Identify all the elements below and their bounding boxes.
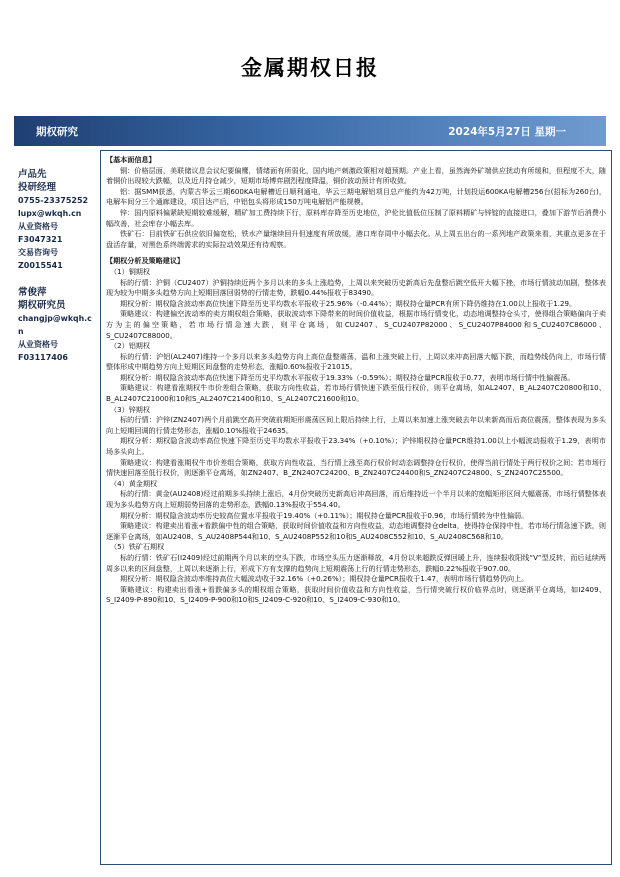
license-number: F3047321 [18,235,63,244]
section-paragraph: 期权分析：期权隐含波动率高位快速下降至历史平均数水平报收于25.96%（-0.44%）；期权持仓量PCR有所下降仍维持在1.00以上报收于1.29。 [120,298,577,308]
section-paragraph: 标的行情：沪锌(ZN2407)两个月前跳空高开突破前期矩形震荡区间上限后持续上行，上周以来加速上涨突破去年以来新高而后高位震荡，整体表现为多头向上短期回调的行情走势形态，涨幅0.10%报收于24635。 [106,415,606,435]
strategy-heading: 【期权分析及策略建议】 [106,256,185,266]
section-label-gold: （4）黄金期权 [110,478,158,488]
section-paragraph: 标的行情：沪铝(AL2407)维持一个多月以来多头趋势方向上高位盘整震荡，温和上涨突破上行，上周以来冲高回落大幅下跌，而趋势线仍向上，市场行情整体形成中期趋势方向上短期区间盘整的走势形态，涨幅0.60%报收于21015。 [106,351,606,372]
license-label: 从业资格号 [18,222,58,231]
basic-info-paragraph: 锌：国内原料偏紧缺短期较难缓解，精矿加工费持续下行，原料库存降至历史地位，沪伦比值低位压制了原料精矿与锌锭的直接进口，叠加下游节后消费小幅改善，社会库存小幅去库。 [106,207,606,228]
analyst-title: 期权研究员 [18,300,66,311]
basic-info-paragraph: 铝：据SMM获悉，内蒙古华云三期600KA电解槽近日顺利通电，华云三期电解铝项目总产能约为42万吨，计划投运600KA电解槽256台(招标为260台)，电解车间分三个通廊建设，项目达产后，中铝包头将形成150万吨电解铝产能规模。 [106,186,606,207]
basic-info-paragraph: 铁矿石：目前铁矿石供应依旧偏宽松，铁水产量继续回升但速度有所放缓，港口库存周中小幅去化。从上周五出台的一系列地产政策来看，其重点更多在于盘活存量，对黑色系终端需求的实际拉动效果还有待观察。 [106,229,606,249]
section-label-copper: （1）铜期权 [110,266,150,276]
report-body [100,150,612,865]
report-title: 金属期权日报 [241,55,379,80]
section-paragraph: 策略建议：构建看涨期权牛市价差组合策略，获取方向性收益，当行情上涨至高行权价时动态调整持仓行权价，使得当前行情处于两行权价之间；若市场行情快速回落至低行权价，则逐渐平仓离场，如ZN2407、B_ZN2407C24200、B_ZN2407C24400和S_ZN2407C24800、S_ZN2407C25500。 [106,457,606,478]
section-label-aluminum: （2）铝期权 [110,341,150,351]
analyst-email[interactable]: lupx@wkqh.cn [18,209,82,218]
analyst-title: 投研经理 [18,182,57,193]
analyst-email[interactable]: changjp@wkqh.cn [18,314,92,336]
section-paragraph: 期权分析：期权隐含波动率历史较高位置水平报收于19.40%（+0.11%）；期权持仓量PCR报收于0.96，市场行情转为中性偏弱。 [120,510,529,520]
section-paragraph: 策略建议：构建卖出看涨+看跌偏多头的期权组合策略，获取时间价值收益和方向性收益，当行情突破行权价临界点时，则逐渐平仓离场，如I2409、S_I2409-P-890和10、S_I2409-P-900和10和S_I2409-C-920和10、S_I2409-C-930和10。 [106,584,606,605]
basic-info-paragraph: 铜：价格层面，美联储议息会议纪要偏鹰，情绪面有所弱化，国内地产刺激政策相对超预期。产业上看，虽然海外矿端供应扰动有所缓和，但程度不大，随着铜价出现较大跌幅，以及近月持仓减少，短期市场博弈剧烈程度降温，铜价波动预计有所收敛。 [106,165,606,186]
header-banner [14,116,606,146]
report-category: 期权研究 [36,126,78,138]
section-paragraph: 策略建议：构建卖出看涨+看跌偏中性的组合策略，获取时间价值收益和方向性收益，动态地调整持仓delta，使得持仓保持中性，若市场行情急速下跌，则逐渐平仓离场，如AU2408、S_AU2408P544和10、S_AU2408P552和10和S_AU2408C552和10、S_AU2408C568和10。 [106,521,606,541]
analyst-phone: 0755-23375252 [18,196,89,205]
analyst-name: 常俊萍 [18,287,47,298]
license-label: 从业资格号 [18,340,58,349]
section-paragraph: 标的行情：沪铜（CU2407）沪铜持续近两个多月以来的多头上涨趋势，上周以来突破历史新高后先盘整后跳空低开大幅下挫，市场行情波动加剧，整体表现为较为中期多头趋势方向上短期回落回弱势的行情走势，跌幅0.44%报收于83490。 [106,277,606,298]
basic-info-heading: 【基本面信息】 [106,155,156,164]
exchange-label: 交易咨询号 [18,248,58,257]
section-paragraph: 策略建议：构建偏空波动率的卖方期权组合策略，获取波动率下降带来的时间价值收益，根据市场行情变化，动态地调整持仓头寸，使得组合策略偏向于卖方为主的偏空策略，若市场行情急速大跌，则平仓离场，如CU2407、S_CU2407P82000、S_CU2407P84000和S_CU2407C86000、S_CU2407C88000。 [106,309,606,340]
section-paragraph: 期权分析：期权隐含波动率高位快速下降至历史平均数水平报收于19.33%（-0.59%）；期权持仓量PCR报收于0.77，表明市场行情中性偏震荡。 [120,372,575,382]
license-number: F03117406 [18,353,68,362]
section-label-iron-ore: （5）铁矿石期权 [110,542,165,552]
analyst-card [12,286,96,364]
analyst-sidebar [12,146,96,877]
exchange-number: Z0015541 [18,261,63,270]
section-paragraph: 期权分析：期权隐含波动率高位快速下降至历史平均数水平报收于23.34%（+0.10%）；沪锌期权持仓量PCR维持1.00以上小幅波动报收于1.29，表明市场多头向上。 [106,436,606,457]
section-paragraph: 期权分析：期权隐含波动率维持高位大幅波动收于32.16%（+0.26%）；期权持仓量PCR报收于1.47，表明市场行情趋势仍向上。 [120,574,529,584]
section-paragraph: 标的行情：铁矿石(I2409)经过前期两个月以来的空头下跌，市场空头压力逐渐释放，4月份以来超跌反弹回暖上升，连续报收阳线“V”型反转，而后延续两周多以来的区间盘整，上周以来逐渐上行，形成下方有支撑的趋势向上短期震荡上行的行情走势形态，跌幅0.22%报收于907.00。 [106,552,606,573]
section-paragraph: 标的行情：黄金(AU2408)经过前期多头持续上涨后，4月份突破历史新高后冲高回落，而后维持近一个半月以来的宽幅矩形区间大幅震荡，市场行情整体表现为多头趋势方向上短期弱势回落的走势形态，跌幅0.13%报收于554.40。 [106,489,606,509]
section-paragraph: 策略建议：构建看涨期权牛市价差组合策略，获取方向性收益，若市场行情快速下跌至低行权价，则平仓离场，如AL2407、B_AL2407C20800和10、B_AL2407C21000和10和S_AL2407C21400和10、S_AL2407C21600和10。 [106,383,606,404]
report-date: 2024年5月27日 星期一 [448,126,566,138]
analyst-name: 卢品先 [18,169,47,180]
section-label-zinc: （3）锌期权 [110,404,150,414]
analyst-card [12,168,96,272]
